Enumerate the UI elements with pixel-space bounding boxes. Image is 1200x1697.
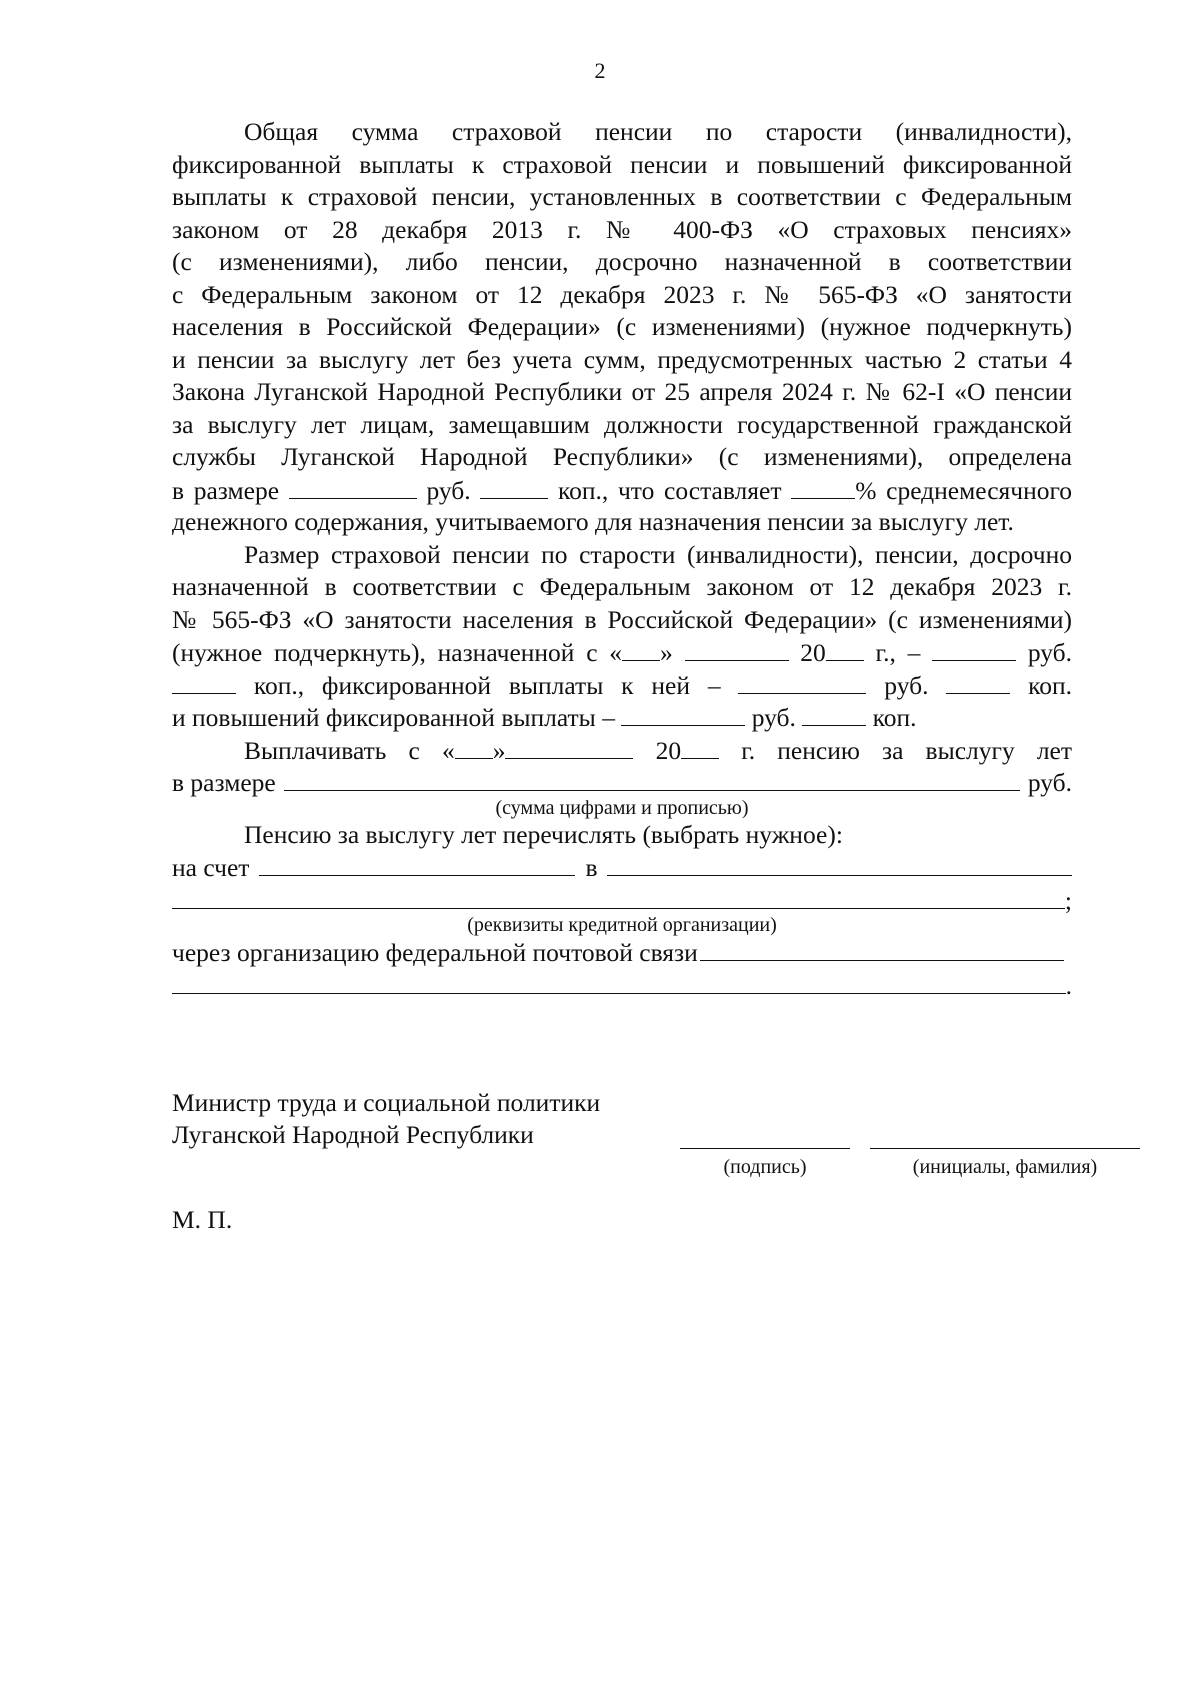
para2-line: № 565-ФЗ «О занятости населения в Российской Федерации» (с изменениями) [172,604,1072,634]
para2-line: назначенной в соответствии с Федеральным законом от 12 декабря 2023 г. [172,572,1072,601]
name-caption: (инициалы, фамилия) [912,1156,1098,1178]
month-field[interactable] [685,636,789,661]
signature-block [172,1087,600,1151]
rub-field[interactable] [932,636,1016,661]
page-number: 2 [594,58,606,83]
year-field[interactable] [826,636,864,661]
day-field[interactable] [622,636,660,661]
pay-amount-field[interactable] [284,766,1020,791]
bank-caption: (реквизиты кредитной организации) [467,914,777,936]
bank-details-line: ; [172,884,1072,917]
post-office-field[interactable] [700,936,1064,961]
signatory-org: Луганской Народной Республики [172,1120,534,1149]
post-details-field[interactable] [172,969,1066,994]
account-line: на счет в [172,851,1072,884]
para1-line: Закона Луганской Народной Республики от 25 апреля 2024 г. № 62-I «О пенсии [172,377,1072,406]
increase-line: и повышений фиксированной выплаты – руб. коп. [172,703,917,732]
pay-year-field[interactable] [681,734,719,759]
para2-line: Размер страховой пенсии по старости (инвалидности), пенсии, досрочно [244,539,1072,569]
kop-field[interactable] [172,669,236,694]
account-number-field[interactable] [259,851,575,876]
para1-line: и пенсии за выслугу лет без учета сумм, предусмотренных частью 2 статьи 4 [172,344,1072,374]
fixed-payment-line: коп., фиксированной выплаты к ней – руб. коп. [172,669,1072,702]
para1-line: денежного содержания, учитываемого для назначения пенсии за выслугу лет. [172,507,1014,536]
transfer-title: Пенсию за выслугу лет перечислять (выбрать нужное): [244,819,843,849]
stamp-place: М. П. [172,1205,233,1234]
document-body [172,116,1072,1001]
kop-amount-field[interactable] [480,474,548,499]
para1-line: фиксированной выплаты к страховой пенсии и повышений фиксированной [172,149,1072,179]
increase-rub-field[interactable] [621,701,745,726]
para1-line: законом от 28 декабря 2013 г. № 400-ФЗ «О страховых пенсиях» [172,214,1072,244]
post-details-line: . [172,969,1072,1002]
fixed-kop-field[interactable] [946,669,1010,694]
bank-details-field[interactable] [172,884,1065,909]
pay-month-field[interactable] [505,734,633,759]
bank-field[interactable] [607,851,1072,876]
amount-caption: (сумма цифрами и прописью) [495,796,749,819]
signature-field[interactable] [680,1148,850,1149]
percent-field[interactable] [791,474,855,499]
signature-caption: (подпись) [723,1156,807,1178]
rub-amount-field[interactable] [289,474,417,499]
para1-line: службы Луганской Народной Республики» (с изменениями), определена [172,442,1072,471]
pay-day-field[interactable] [455,734,493,759]
fixed-rub-field[interactable] [738,669,866,694]
para1-line: (с изменениями), либо пенсии, досрочно назначенной в соответствии [172,247,1072,276]
signatory-title: Министр труда и социальной политики [172,1088,601,1117]
assigned-from-line: (нужное подчеркнуть), назначенной с « » 20 г., – руб. [172,638,1073,667]
name-field[interactable] [870,1148,1140,1149]
pay-from-line: Выплачивать с « » 20 г. пенсию за выслугу лет [244,735,1073,765]
post-line: через организацию федеральной почтовой связи [172,936,1072,969]
pay-amount-line: в размере руб. [172,768,1072,797]
para1-line: Общая сумма страховой пенсии по старости (инвалидности), [244,117,1072,146]
increase-kop-field[interactable] [802,701,866,726]
para1-line: с Федеральным законом от 12 декабря 2023 г. № 565-ФЗ «О занятости [172,279,1072,309]
para1-line: за выслугу лет лицам, замещавшим должности государственной гражданской [172,409,1072,439]
para1-line: населения в Российской Федерации» (с изменениями) (нужное подчеркнуть) [172,312,1072,341]
pension-amount-line: в размере руб. коп., что составляет % среднемесячного [172,475,1073,505]
para1-line: выплаты к страховой пенсии, установленных в соответствии с Федеральным [172,182,1072,211]
